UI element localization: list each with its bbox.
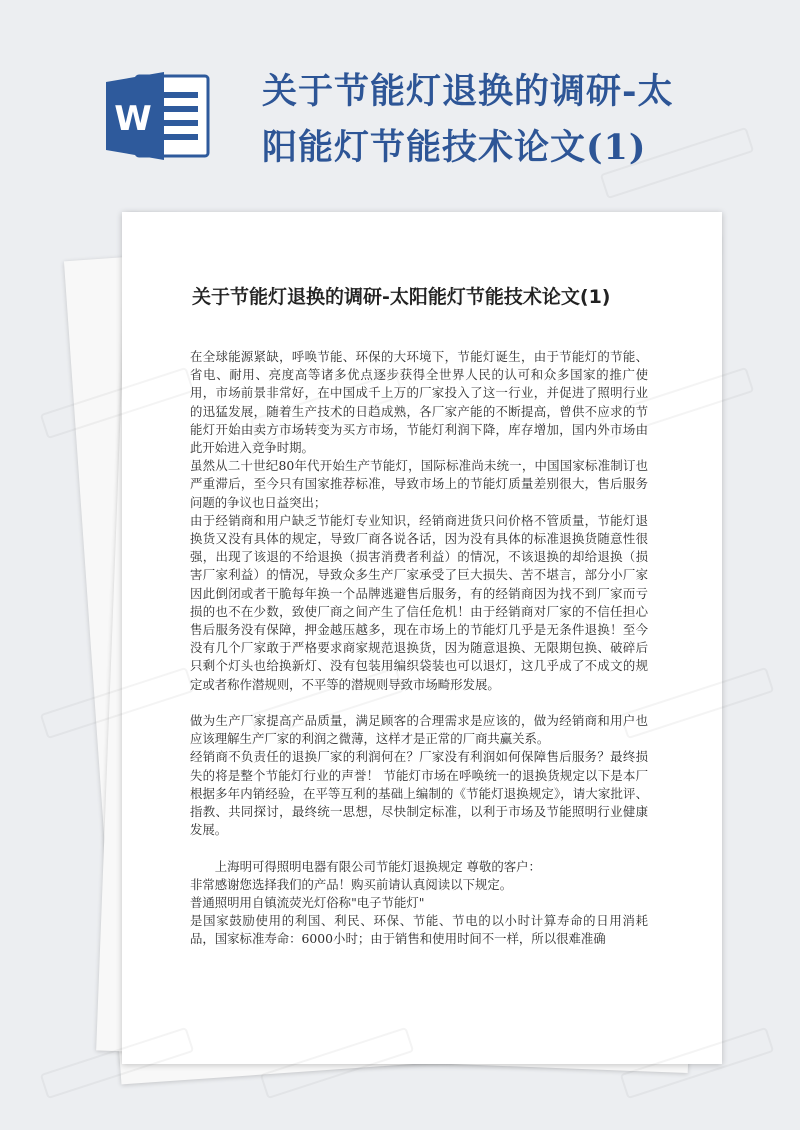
paragraph: 在全球能源紧缺，呼唤节能、环保的大环境下，节能灯诞生，由于节能灯的节能、省电、耐用、亮度高等诸多优点逐步获得全世界人民的认可和众多国家的推广使用，市场前景非常好，在中国成千上万的厂家投入了这一行业，并促进了照明行业的迅猛发展，随着生产技术的日趋成熟，各厂家产能的不断提高，曾供不应求的节能灯开始由卖方市场转变为买方市场，节能灯利润下降，库存增加，国内外市场由此开始进入竞争时期。	[190, 349, 648, 456]
word-icon-letter: W	[114, 99, 152, 139]
paragraph: 由于经销商和用户缺乏节能灯专业知识，经销商进货只问价格不管质量，节能灯退换货又没有具体的规定，导致厂商各说各话，因为没有具体的标准退换货随意性很强，出现了该退的不给退换（损害消费者利益）的情况，不该退换的却给退换（损害厂家利益）的情况，导致众多生产厂家承受了巨大损失、苦不堪言，部分小厂家因此倒闭或者干脆每年换一个品牌逃避售后服务，有的经销商因为找不到厂家而亏损的也不在少数，致使厂商之间产生了信任危机！由于经销商对厂家的不信任担心售后服务没有保障，押金越压越多，现在市场上的节能灯几乎是无条件退换！至今没有几个厂家敢于严格要求商家规范退换货，因为随意退换、无限期包换、破碎后只剩个灯头也给换新灯、没有包装用编织袋装也可以退灯，这几乎成了不成文的规定或者称作潜规则，不平等的潜规则导致市场畸形发展。	[190, 512, 648, 692]
document-title: 关于节能灯退换的调研-太阳能灯节能技术论文(1)	[192, 286, 611, 308]
paragraph: 经销商不负责任的退换厂家的利润何在？厂家没有利润如何保障售后服务？最终损失的将是整个节能灯行业的声誉！ 节能灯市场在呼唤统一的退换货规定以下是本厂根据多年内销经验，在平等互利的基础上编制的《节能灯退换规定》，请大家批评、指教、共同探讨，最终统一思想，尽快制定标准，以利于市场及节能照明行业健康发展。	[190, 749, 648, 838]
paragraph: 做为生产厂家提高产品质量，满足顾客的合理需求是应该的，做为经销商和用户也应该理解生产厂家的利润之微薄，这样才是正常的厂商共赢关系。	[190, 713, 648, 747]
page-title: 关于节能灯退换的调研-太阳能灯节能技术论文(1)	[262, 71, 674, 168]
document-page	[122, 212, 722, 1064]
paragraph: 普通照明用自镇流荧光灯俗称"电子节能灯"	[190, 895, 425, 911]
paragraph: 非常感谢您选择我们的产品！购买前请认真阅读以下规定。	[190, 876, 513, 892]
word-document-icon	[106, 68, 216, 164]
paragraph: 虽然从二十世纪80年代开始生产节能灯，国际标准尚未统一，中国国家标准制订也严重滞后，至今只有国家推荐标准，导致市场上的节能灯质量差别很大，售后服务问题的争议也日益突出；	[190, 458, 648, 510]
paragraph: 是国家鼓励使用的利国、利民、环保、节能、节电的以小时计算寿命的日用消耗品，国家标准寿命：6000小时；由于销售和使用时间不一样，所以很难准确	[190, 913, 648, 947]
paragraph: 上海明可得照明电器有限公司节能灯退换规定 尊敬的客户：	[214, 858, 541, 874]
